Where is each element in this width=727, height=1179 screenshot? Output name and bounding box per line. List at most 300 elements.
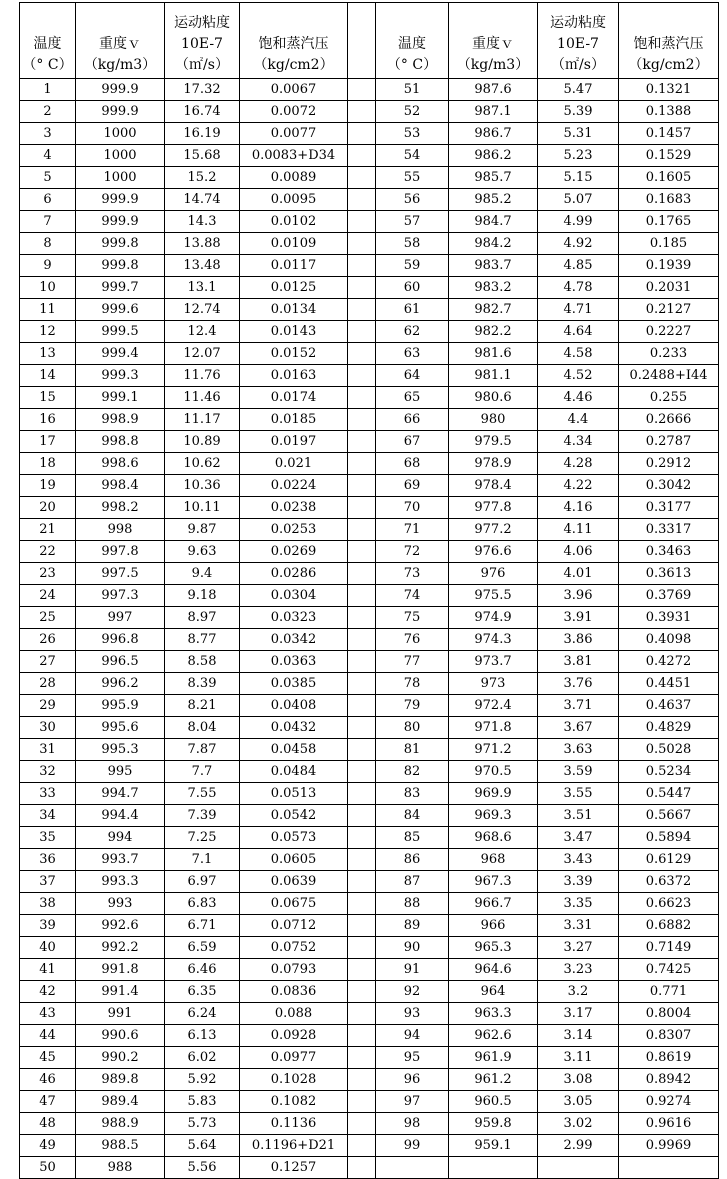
- cell-kinematic-viscosity: 6.35: [165, 981, 240, 1003]
- cell-temperature: 51: [376, 79, 449, 101]
- cell-vapor-pressure: 0.771: [619, 981, 719, 1003]
- cell-vapor-pressure: 0.0197: [240, 431, 348, 453]
- cell-temperature: 13: [20, 343, 76, 365]
- table-row: [20, 167, 719, 189]
- cell-kinematic-viscosity: 9.4: [165, 563, 240, 585]
- cell-vapor-pressure: 0.9616: [619, 1113, 719, 1135]
- cell-density: 990.6: [76, 1025, 165, 1047]
- cell-vapor-pressure: 0.2127: [619, 299, 719, 321]
- cell-kinematic-viscosity: 3.35: [538, 893, 619, 915]
- cell-density: 997.3: [76, 585, 165, 607]
- cell-vapor-pressure: 0.0095: [240, 189, 348, 211]
- cell-temperature: 23: [20, 563, 76, 585]
- column-gap: [348, 431, 376, 453]
- cell-temperature: 98: [376, 1113, 449, 1135]
- cell-temperature: 83: [376, 783, 449, 805]
- cell-density: [449, 1157, 538, 1179]
- cell-vapor-pressure: 0.0072: [240, 101, 348, 123]
- cell-temperature: 60: [376, 277, 449, 299]
- cell-kinematic-viscosity: 4.22: [538, 475, 619, 497]
- cell-vapor-pressure: 0.2227: [619, 321, 719, 343]
- cell-vapor-pressure: 0.0408: [240, 695, 348, 717]
- cell-kinematic-viscosity: 6.13: [165, 1025, 240, 1047]
- cell-density: 997.5: [76, 563, 165, 585]
- cell-vapor-pressure: 0.1457: [619, 123, 719, 145]
- cell-density: 998.2: [76, 497, 165, 519]
- cell-temperature: 95: [376, 1047, 449, 1069]
- cell-vapor-pressure: 0.6623: [619, 893, 719, 915]
- cell-vapor-pressure: 0.8307: [619, 1025, 719, 1047]
- cell-kinematic-viscosity: 5.64: [165, 1135, 240, 1157]
- cell-vapor-pressure: 0.5028: [619, 739, 719, 761]
- cell-temperature: [376, 1157, 449, 1179]
- cell-kinematic-viscosity: 6.97: [165, 871, 240, 893]
- column-gap: [348, 1003, 376, 1025]
- column-gap: [348, 673, 376, 695]
- column-gap: [348, 145, 376, 167]
- cell-vapor-pressure: 0.1388: [619, 101, 719, 123]
- cell-density: 996.2: [76, 673, 165, 695]
- cell-temperature: 42: [20, 981, 76, 1003]
- cell-kinematic-viscosity: 3.08: [538, 1069, 619, 1091]
- cell-temperature: 29: [20, 695, 76, 717]
- cell-vapor-pressure: 0.6129: [619, 849, 719, 871]
- header-line: （kg/m3）: [456, 57, 530, 73]
- cell-density: 991.4: [76, 981, 165, 1003]
- cell-density: 999.8: [76, 233, 165, 255]
- cell-temperature: 92: [376, 981, 449, 1003]
- cell-temperature: 88: [376, 893, 449, 915]
- cell-vapor-pressure: 0.0286: [240, 563, 348, 585]
- cell-vapor-pressure: 0.7149: [619, 937, 719, 959]
- header-line: 10E-7: [557, 36, 599, 52]
- cell-vapor-pressure: 0.1196+D21: [240, 1135, 348, 1157]
- cell-vapor-pressure: 0.0253: [240, 519, 348, 541]
- cell-kinematic-viscosity: 5.31: [538, 123, 619, 145]
- right-header-density: [449, 3, 538, 79]
- cell-temperature: 20: [20, 497, 76, 519]
- cell-density: 986.7: [449, 123, 538, 145]
- cell-kinematic-viscosity: 6.83: [165, 893, 240, 915]
- cell-kinematic-viscosity: 4.58: [538, 343, 619, 365]
- cell-density: 972.4: [449, 695, 538, 717]
- cell-temperature: 35: [20, 827, 76, 849]
- cell-vapor-pressure: 0.2787: [619, 431, 719, 453]
- cell-temperature: 4: [20, 145, 76, 167]
- cell-vapor-pressure: 0.0102: [240, 211, 348, 233]
- cell-density: 984.2: [449, 233, 538, 255]
- cell-temperature: 73: [376, 563, 449, 585]
- cell-density: 1000: [76, 123, 165, 145]
- cell-density: 999.9: [76, 101, 165, 123]
- cell-density: 989.4: [76, 1091, 165, 1113]
- cell-temperature: 1: [20, 79, 76, 101]
- cell-kinematic-viscosity: 3.39: [538, 871, 619, 893]
- cell-kinematic-viscosity: 16.19: [165, 123, 240, 145]
- cell-temperature: 8: [20, 233, 76, 255]
- cell-kinematic-viscosity: 5.56: [165, 1157, 240, 1179]
- cell-kinematic-viscosity: 6.24: [165, 1003, 240, 1025]
- cell-kinematic-viscosity: 8.77: [165, 629, 240, 651]
- table-row: [20, 431, 719, 453]
- column-gap: [348, 189, 376, 211]
- cell-temperature: 44: [20, 1025, 76, 1047]
- column-gap: [348, 827, 376, 849]
- cell-density: 985.2: [449, 189, 538, 211]
- cell-kinematic-viscosity: 3.02: [538, 1113, 619, 1135]
- cell-kinematic-viscosity: 12.4: [165, 321, 240, 343]
- table-row: [20, 893, 719, 915]
- cell-density: 995.9: [76, 695, 165, 717]
- cell-kinematic-viscosity: 9.63: [165, 541, 240, 563]
- header-line: （kg/cm2）: [628, 57, 709, 73]
- column-gap: [348, 607, 376, 629]
- cell-density: 994.4: [76, 805, 165, 827]
- column-gap: [348, 299, 376, 321]
- column-gap: [348, 959, 376, 981]
- cell-density: 981.1: [449, 365, 538, 387]
- cell-temperature: 50: [20, 1157, 76, 1179]
- cell-kinematic-viscosity: 11.46: [165, 387, 240, 409]
- cell-vapor-pressure: 0.1765: [619, 211, 719, 233]
- cell-vapor-pressure: 0.0363: [240, 651, 348, 673]
- cell-temperature: 54: [376, 145, 449, 167]
- table-row: [20, 409, 719, 431]
- cell-density: 993.3: [76, 871, 165, 893]
- cell-kinematic-viscosity: 13.48: [165, 255, 240, 277]
- cell-vapor-pressure: 0.5234: [619, 761, 719, 783]
- right-header-vapor-pressure: [619, 3, 719, 79]
- header-line: 运动粘度: [550, 15, 606, 31]
- cell-kinematic-viscosity: 6.59: [165, 937, 240, 959]
- cell-temperature: 12: [20, 321, 76, 343]
- cell-temperature: 38: [20, 893, 76, 915]
- left-header-kinematic-viscosity: [165, 3, 240, 79]
- cell-vapor-pressure: 0.1257: [240, 1157, 348, 1179]
- table-row: [20, 519, 719, 541]
- cell-vapor-pressure: 0.8619: [619, 1047, 719, 1069]
- cell-temperature: 36: [20, 849, 76, 871]
- column-gap: [348, 1157, 376, 1179]
- column-gap: [348, 849, 376, 871]
- header-line: [376, 13, 448, 34]
- cell-kinematic-viscosity: 5.07: [538, 189, 619, 211]
- cell-temperature: 39: [20, 915, 76, 937]
- cell-kinematic-viscosity: 7.87: [165, 739, 240, 761]
- cell-temperature: 21: [20, 519, 76, 541]
- cell-vapor-pressure: 0.1605: [619, 167, 719, 189]
- cell-vapor-pressure: 0.0793: [240, 959, 348, 981]
- table-row: [20, 585, 719, 607]
- cell-temperature: 89: [376, 915, 449, 937]
- cell-vapor-pressure: 0.0134: [240, 299, 348, 321]
- cell-vapor-pressure: 0.0639: [240, 871, 348, 893]
- cell-density: 976: [449, 563, 538, 585]
- cell-kinematic-viscosity: 9.18: [165, 585, 240, 607]
- table-row: [20, 321, 719, 343]
- table-row: [20, 211, 719, 233]
- cell-vapor-pressure: 0.021: [240, 453, 348, 475]
- column-gap: [348, 123, 376, 145]
- cell-kinematic-viscosity: 4.85: [538, 255, 619, 277]
- cell-kinematic-viscosity: 16.74: [165, 101, 240, 123]
- cell-density: 990.2: [76, 1047, 165, 1069]
- cell-vapor-pressure: 0.4829: [619, 717, 719, 739]
- left-header-vapor-pressure: [240, 3, 348, 79]
- cell-density: 982.7: [449, 299, 538, 321]
- column-gap: [348, 365, 376, 387]
- cell-density: 973.7: [449, 651, 538, 673]
- column-gap: [348, 1025, 376, 1047]
- column-gap: [348, 893, 376, 915]
- cell-kinematic-viscosity: 14.74: [165, 189, 240, 211]
- cell-vapor-pressure: 0.1136: [240, 1113, 348, 1135]
- cell-density: 999.7: [76, 277, 165, 299]
- header-line: [76, 13, 164, 34]
- cell-kinematic-viscosity: 15.2: [165, 167, 240, 189]
- cell-density: 985.7: [449, 167, 538, 189]
- cell-density: 975.5: [449, 585, 538, 607]
- cell-kinematic-viscosity: 7.7: [165, 761, 240, 783]
- cell-kinematic-viscosity: 5.83: [165, 1091, 240, 1113]
- cell-density: 988.5: [76, 1135, 165, 1157]
- cell-density: 997: [76, 607, 165, 629]
- cell-vapor-pressure: 0.3931: [619, 607, 719, 629]
- cell-temperature: 72: [376, 541, 449, 563]
- column-gap: [348, 1113, 376, 1135]
- cell-vapor-pressure: 0.4098: [619, 629, 719, 651]
- cell-vapor-pressure: 0.2912: [619, 453, 719, 475]
- cell-temperature: 66: [376, 409, 449, 431]
- cell-kinematic-viscosity: 7.25: [165, 827, 240, 849]
- cell-density: 963.3: [449, 1003, 538, 1025]
- cell-temperature: 81: [376, 739, 449, 761]
- cell-temperature: 97: [376, 1091, 449, 1113]
- table-row: [20, 1135, 719, 1157]
- cell-density: 983.2: [449, 277, 538, 299]
- cell-kinematic-viscosity: 10.11: [165, 497, 240, 519]
- cell-temperature: 37: [20, 871, 76, 893]
- cell-vapor-pressure: 0.1082: [240, 1091, 348, 1113]
- cell-vapor-pressure: 0.185: [619, 233, 719, 255]
- cell-kinematic-viscosity: 3.91: [538, 607, 619, 629]
- right-header-kinematic-viscosity: [538, 3, 619, 79]
- cell-kinematic-viscosity: 3.11: [538, 1047, 619, 1069]
- cell-density: 979.5: [449, 431, 538, 453]
- cell-vapor-pressure: 0.1321: [619, 79, 719, 101]
- header-line: 重度ｖ: [472, 36, 514, 52]
- cell-vapor-pressure: 0.0152: [240, 343, 348, 365]
- cell-temperature: 46: [20, 1069, 76, 1091]
- cell-kinematic-viscosity: 5.73: [165, 1113, 240, 1135]
- column-gap: [348, 1135, 376, 1157]
- cell-vapor-pressure: 0.255: [619, 387, 719, 409]
- cell-kinematic-viscosity: 4.78: [538, 277, 619, 299]
- column-gap: [348, 739, 376, 761]
- cell-vapor-pressure: 0.0605: [240, 849, 348, 871]
- cell-vapor-pressure: 0.0458: [240, 739, 348, 761]
- cell-kinematic-viscosity: 7.55: [165, 783, 240, 805]
- cell-temperature: 18: [20, 453, 76, 475]
- cell-density: 967.3: [449, 871, 538, 893]
- cell-vapor-pressure: [619, 1157, 719, 1179]
- cell-vapor-pressure: 0.0067: [240, 79, 348, 101]
- table-row: [20, 1047, 719, 1069]
- cell-density: 998.4: [76, 475, 165, 497]
- cell-temperature: 17: [20, 431, 76, 453]
- cell-density: 981.6: [449, 343, 538, 365]
- table-row: [20, 717, 719, 739]
- cell-kinematic-viscosity: 17.32: [165, 79, 240, 101]
- cell-kinematic-viscosity: 12.07: [165, 343, 240, 365]
- cell-vapor-pressure: 0.0117: [240, 255, 348, 277]
- column-gap: [348, 1069, 376, 1091]
- column-gap: [348, 255, 376, 277]
- table-row: [20, 453, 719, 475]
- cell-density: 998: [76, 519, 165, 541]
- cell-density: 969.3: [449, 805, 538, 827]
- cell-temperature: 15: [20, 387, 76, 409]
- cell-kinematic-viscosity: 6.46: [165, 959, 240, 981]
- cell-kinematic-viscosity: 3.31: [538, 915, 619, 937]
- column-gap: [348, 1091, 376, 1113]
- cell-kinematic-viscosity: 7.1: [165, 849, 240, 871]
- cell-kinematic-viscosity: 3.55: [538, 783, 619, 805]
- cell-kinematic-viscosity: 4.16: [538, 497, 619, 519]
- cell-temperature: 76: [376, 629, 449, 651]
- cell-temperature: 74: [376, 585, 449, 607]
- header-line: 10E-7: [181, 36, 223, 52]
- header-line: （kg/m3）: [83, 57, 157, 73]
- cell-density: 968.6: [449, 827, 538, 849]
- table-row: [20, 827, 719, 849]
- cell-kinematic-viscosity: 14.3: [165, 211, 240, 233]
- header-line: 饱和蒸汽压: [633, 36, 704, 52]
- cell-vapor-pressure: 0.0752: [240, 937, 348, 959]
- cell-density: 993.7: [76, 849, 165, 871]
- table-row: [20, 959, 719, 981]
- cell-kinematic-viscosity: 5.92: [165, 1069, 240, 1091]
- cell-density: 998.6: [76, 453, 165, 475]
- header-row: [20, 3, 719, 79]
- cell-density: 995.3: [76, 739, 165, 761]
- column-gap: [348, 585, 376, 607]
- cell-density: 987.1: [449, 101, 538, 123]
- cell-temperature: 41: [20, 959, 76, 981]
- cell-temperature: 6: [20, 189, 76, 211]
- table-row: [20, 541, 719, 563]
- column-gap: [348, 475, 376, 497]
- cell-density: 999.6: [76, 299, 165, 321]
- cell-temperature: 47: [20, 1091, 76, 1113]
- cell-kinematic-viscosity: 8.21: [165, 695, 240, 717]
- header-line: [449, 13, 537, 34]
- table-row: [20, 673, 719, 695]
- table-row: [20, 255, 719, 277]
- column-gap: [348, 915, 376, 937]
- cell-vapor-pressure: 0.4451: [619, 673, 719, 695]
- header-line: （㎡/s）: [175, 57, 229, 73]
- cell-temperature: 80: [376, 717, 449, 739]
- cell-vapor-pressure: 0.0484: [240, 761, 348, 783]
- cell-density: 996.5: [76, 651, 165, 673]
- table-row: [20, 1113, 719, 1135]
- cell-temperature: 69: [376, 475, 449, 497]
- cell-vapor-pressure: 0.088: [240, 1003, 348, 1025]
- cell-density: 978.4: [449, 475, 538, 497]
- column-gap: [348, 981, 376, 1003]
- table-row: [20, 299, 719, 321]
- table-row: [20, 915, 719, 937]
- column-gap: [348, 783, 376, 805]
- cell-density: 999.9: [76, 79, 165, 101]
- cell-vapor-pressure: 0.4637: [619, 695, 719, 717]
- cell-density: 961.9: [449, 1047, 538, 1069]
- cell-density: 965.3: [449, 937, 538, 959]
- column-gap: [348, 167, 376, 189]
- column-gap: [348, 871, 376, 893]
- cell-density: 995: [76, 761, 165, 783]
- cell-kinematic-viscosity: 7.39: [165, 805, 240, 827]
- cell-vapor-pressure: 0.0836: [240, 981, 348, 1003]
- cell-density: 989.8: [76, 1069, 165, 1091]
- cell-temperature: 71: [376, 519, 449, 541]
- cell-vapor-pressure: 0.0238: [240, 497, 348, 519]
- table-row: [20, 233, 719, 255]
- cell-temperature: 75: [376, 607, 449, 629]
- table-row: [20, 365, 719, 387]
- cell-vapor-pressure: 0.0083+D34: [240, 145, 348, 167]
- cell-density: 964: [449, 981, 538, 1003]
- table-row: [20, 981, 719, 1003]
- cell-kinematic-viscosity: 8.39: [165, 673, 240, 695]
- table-row: [20, 343, 719, 365]
- cell-temperature: 62: [376, 321, 449, 343]
- header-line: 运动粘度: [174, 15, 230, 31]
- cell-temperature: 86: [376, 849, 449, 871]
- cell-kinematic-viscosity: 3.76: [538, 673, 619, 695]
- cell-vapor-pressure: 0.0109: [240, 233, 348, 255]
- column-gap: [348, 695, 376, 717]
- cell-vapor-pressure: 0.1939: [619, 255, 719, 277]
- cell-temperature: 28: [20, 673, 76, 695]
- cell-temperature: 34: [20, 805, 76, 827]
- cell-vapor-pressure: 0.6372: [619, 871, 719, 893]
- cell-kinematic-viscosity: 4.92: [538, 233, 619, 255]
- cell-temperature: 63: [376, 343, 449, 365]
- cell-kinematic-viscosity: 3.67: [538, 717, 619, 739]
- cell-vapor-pressure: 0.0185: [240, 409, 348, 431]
- cell-temperature: 82: [376, 761, 449, 783]
- cell-temperature: 90: [376, 937, 449, 959]
- cell-temperature: 87: [376, 871, 449, 893]
- column-gap: [348, 629, 376, 651]
- table-row: [20, 739, 719, 761]
- cell-vapor-pressure: 0.0125: [240, 277, 348, 299]
- column-gap: [348, 409, 376, 431]
- cell-vapor-pressure: 0.3042: [619, 475, 719, 497]
- table-row: [20, 607, 719, 629]
- cell-vapor-pressure: 0.6882: [619, 915, 719, 937]
- table-row: [20, 937, 719, 959]
- column-gap: [348, 937, 376, 959]
- cell-kinematic-viscosity: 3.27: [538, 937, 619, 959]
- cell-vapor-pressure: 0.0304: [240, 585, 348, 607]
- cell-temperature: 52: [376, 101, 449, 123]
- cell-density: 999.5: [76, 321, 165, 343]
- cell-vapor-pressure: 0.0675: [240, 893, 348, 915]
- table-row: [20, 651, 719, 673]
